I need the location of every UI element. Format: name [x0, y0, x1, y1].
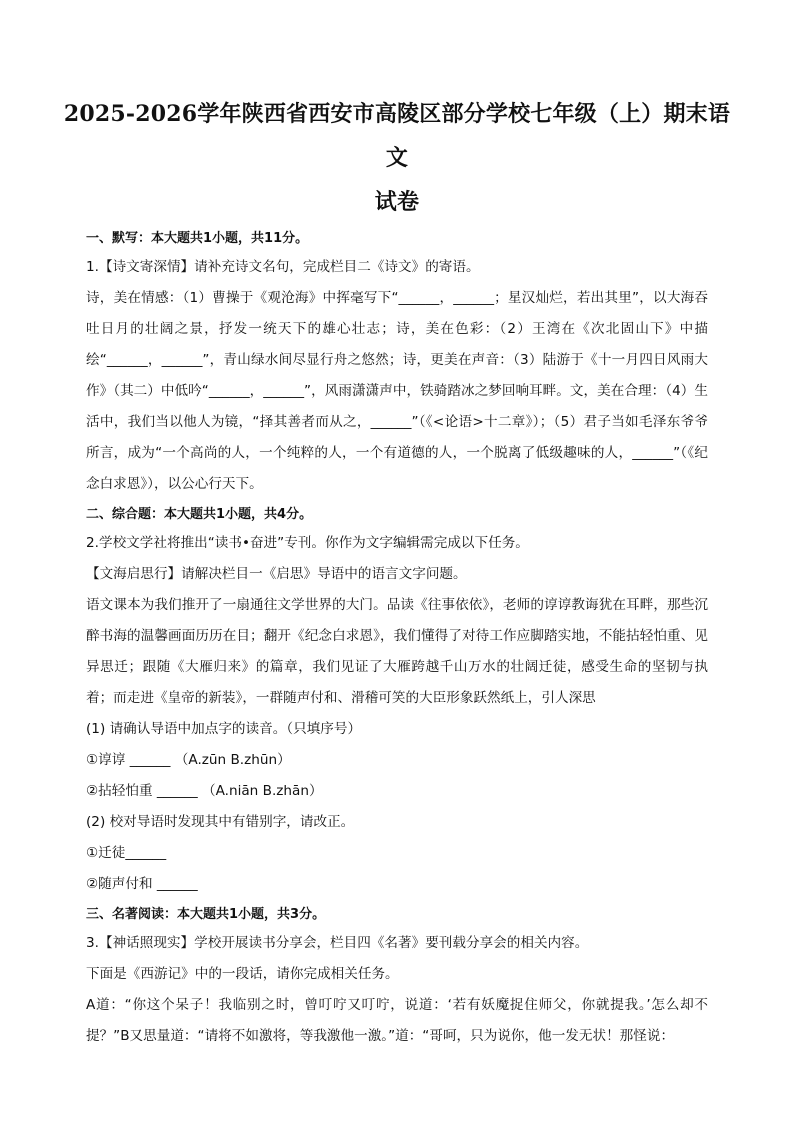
question-2-task: 【文海启思行】请解决栏目一《启思》导语中的语言文字问题。 — [86, 566, 467, 582]
question-2-sub-1-a: ①谆谆 ______ （A.zūn B.zhūn） — [86, 752, 291, 768]
question-2-sub-2: (2) 校对导语时发现其中有错别字，请改正。 — [86, 814, 355, 830]
section-3-heading: 三、名著阅读：本大题共1小题，共3分。 — [86, 907, 326, 922]
question-1-body: 诗，美在情感：（1）曹操于《观沧海》中挥毫写下“______，______；星汉灿烂，若出其里”，以大海吞吐日月的壮阔之景，抒发一统天下的雄心壮志；诗，美在色彩：（2）王湾在《次北固山下》中描绘“______，______”，青山绿水间尽显行舟之悠然；诗，更美在声音：（3）陆游于《十一月四日风雨大作》（其二）中低吟“______，______”，风雨潇潇声中，铁骑踏冰之梦回响耳畔。文，美在合理：（4）生活中，我们当以他人为镜，“择其善者而从之，______”（《<论语>十二章》）；（5）君子当如毛泽东爷爷所言，成为“一个高尚的人，一个纯粹的人，一个有道德的人，一个脱离了低级趣味的人，______”（《纪念白求恩》），以公心行天下。 — [86, 290, 708, 492]
document-title — [56, 92, 738, 224]
question-2-intro: 2.学校文学社将推出“读书•奋进”专刊。你作为文字编辑需完成以下任务。 — [86, 535, 529, 551]
question-2-sub-1-b: ②拈轻怕重 ______ （A.niān B.zhān） — [86, 783, 323, 799]
title-line-1: 2025-2026学年陕西省西安市高陵区部分学校七年级（上）期末语文 — [63, 101, 731, 171]
question-3-intro: 3.【神话照现实】学校开展读书分享会，栏目四《名著》要刊载分享会的相关内容。 — [86, 935, 589, 951]
question-2-sub-1: (1) 请确认导语中加点字的读音。（只填序号） — [86, 721, 362, 737]
question-3-lead: 下面是《西游记》中的一段话，请你完成相关任务。 — [86, 966, 399, 982]
question-1-intro: 1.【诗文寄深情】请补充诗文名句，完成栏目二《诗文》的寄语。 — [86, 259, 480, 275]
question-2-passage: 语文课本为我们推开了一扇通往文学世界的大门。品读《往事依依》，老师的谆谆教诲犹在耳畔，那些沉醉书海的温馨画面历历在目；翻开《纪念白求恩》，我们懂得了对待工作应脚踏实地，不能拈轻怕重、见异思迁；跟随《大雁归来》的篇章，我们见证了大雁跨越千山万水的壮阔迁徒，感受生命的坚韧与执着；而走进《皇帝的新装》，一群随声付和、滑稽可笑的大臣形象跃然纸上，引人深思 — [86, 597, 708, 706]
question-2-sub-2-b: ②随声付和 ______ — [86, 876, 198, 892]
question-3-passage: A道：“你这个呆子！我临别之时，曾叮咛又叮咛，说道：‘若有妖魔捉住师父，你就提我。’怎么却不提？”B又思量道：“请将不如激将，等我激他一激。”道：“哥呵，只为说你，他一发无状！那怪说： — [86, 997, 708, 1044]
title-line-2: 试卷 — [374, 189, 420, 215]
question-2-sub-2-a: ①迁徒______ — [86, 845, 167, 861]
section-1-heading: 一、默写：本大题共1小题，共11分。 — [86, 231, 309, 246]
section-2-heading: 二、综合题：本大题共1小题，共4分。 — [86, 507, 313, 522]
